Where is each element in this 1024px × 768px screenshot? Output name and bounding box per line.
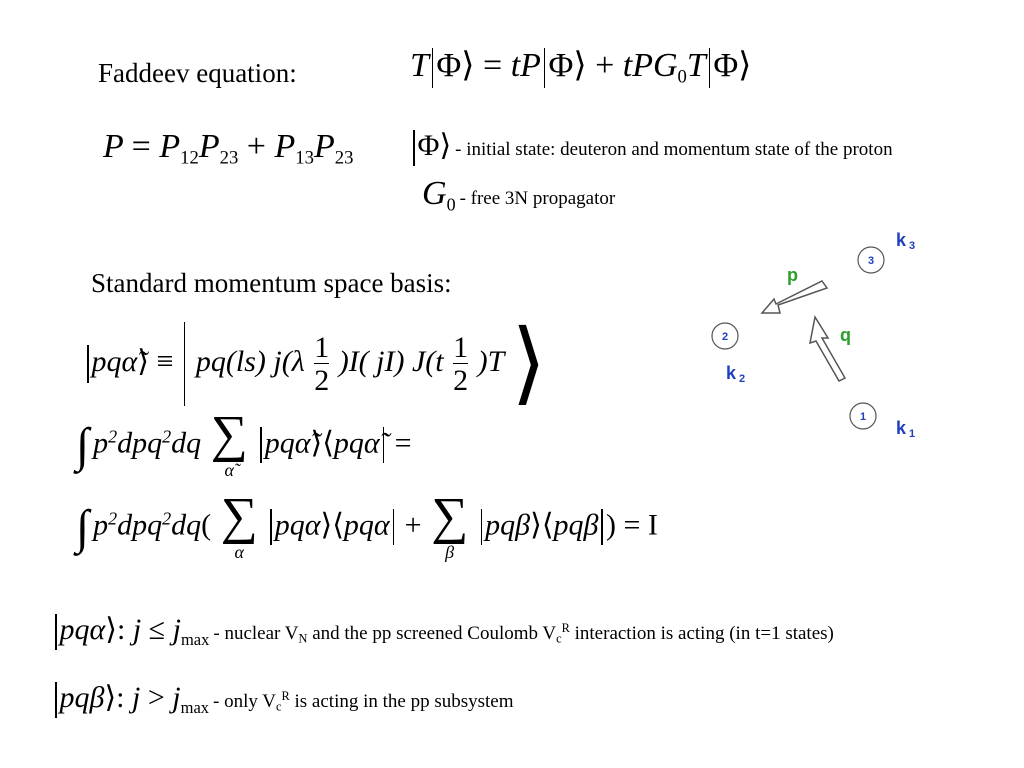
k3-label: k 3 [896, 230, 916, 252]
beta-states-line: pqβ⟩: $j > j_{max}$ - only $Vc^R$ is acting in the pp subsystem [52, 680, 514, 718]
k2-label: k 2 [726, 363, 746, 385]
svg-text:2: 2 [721, 331, 729, 343]
alpha-states-line: pqα⟩: $j \le j_{max}$ - nuclear VN and the pp screened Coulomb $Vc^R$ interaction is acting (in t=1 states) [52, 612, 834, 650]
basis-definition: pqα̃⟩ ≡ pq(ls) j(λ $\frac{1}{2}$ )I( jI) J(t $\frac{1}{2}$ )T ⟩ [84, 322, 546, 406]
faddeev-equation: T Φ⟩ = tP Φ⟩ + tPG$_0$T Φ⟩ [410, 47, 752, 88]
completeness-line-1: ∫ $p^2dpq^2dq$ ∑ α̃ pqα̃⟩⟨pqα̃ = [76, 406, 412, 480]
faddeev-label: Faddeev equation: [98, 58, 297, 88]
q-label: q [840, 325, 851, 345]
jacobi-momenta-diagram [690, 225, 950, 455]
phi-definition: Φ⟩ - initial state: deuteron and momentum state of the proton [410, 128, 893, 166]
basis-label: Standard momentum space basis: [91, 268, 452, 298]
g0-definition: $G_0$ - free 3N propagator [422, 175, 616, 215]
p-label: p [787, 265, 798, 285]
completeness-line-2: ∫ $p^2dpq^2dq$( ∑ α pqα⟩⟨pqα + ∑ β pqβ⟩⟨pqβ ) = I [76, 488, 658, 562]
k1-label: k 1 [896, 418, 916, 440]
svg-text:3: 3 [867, 255, 875, 267]
svg-text:1: 1 [859, 411, 867, 423]
permutation-equation: $P = P_{12}P_{23} + P_{13}P_{23}$ [103, 128, 354, 169]
